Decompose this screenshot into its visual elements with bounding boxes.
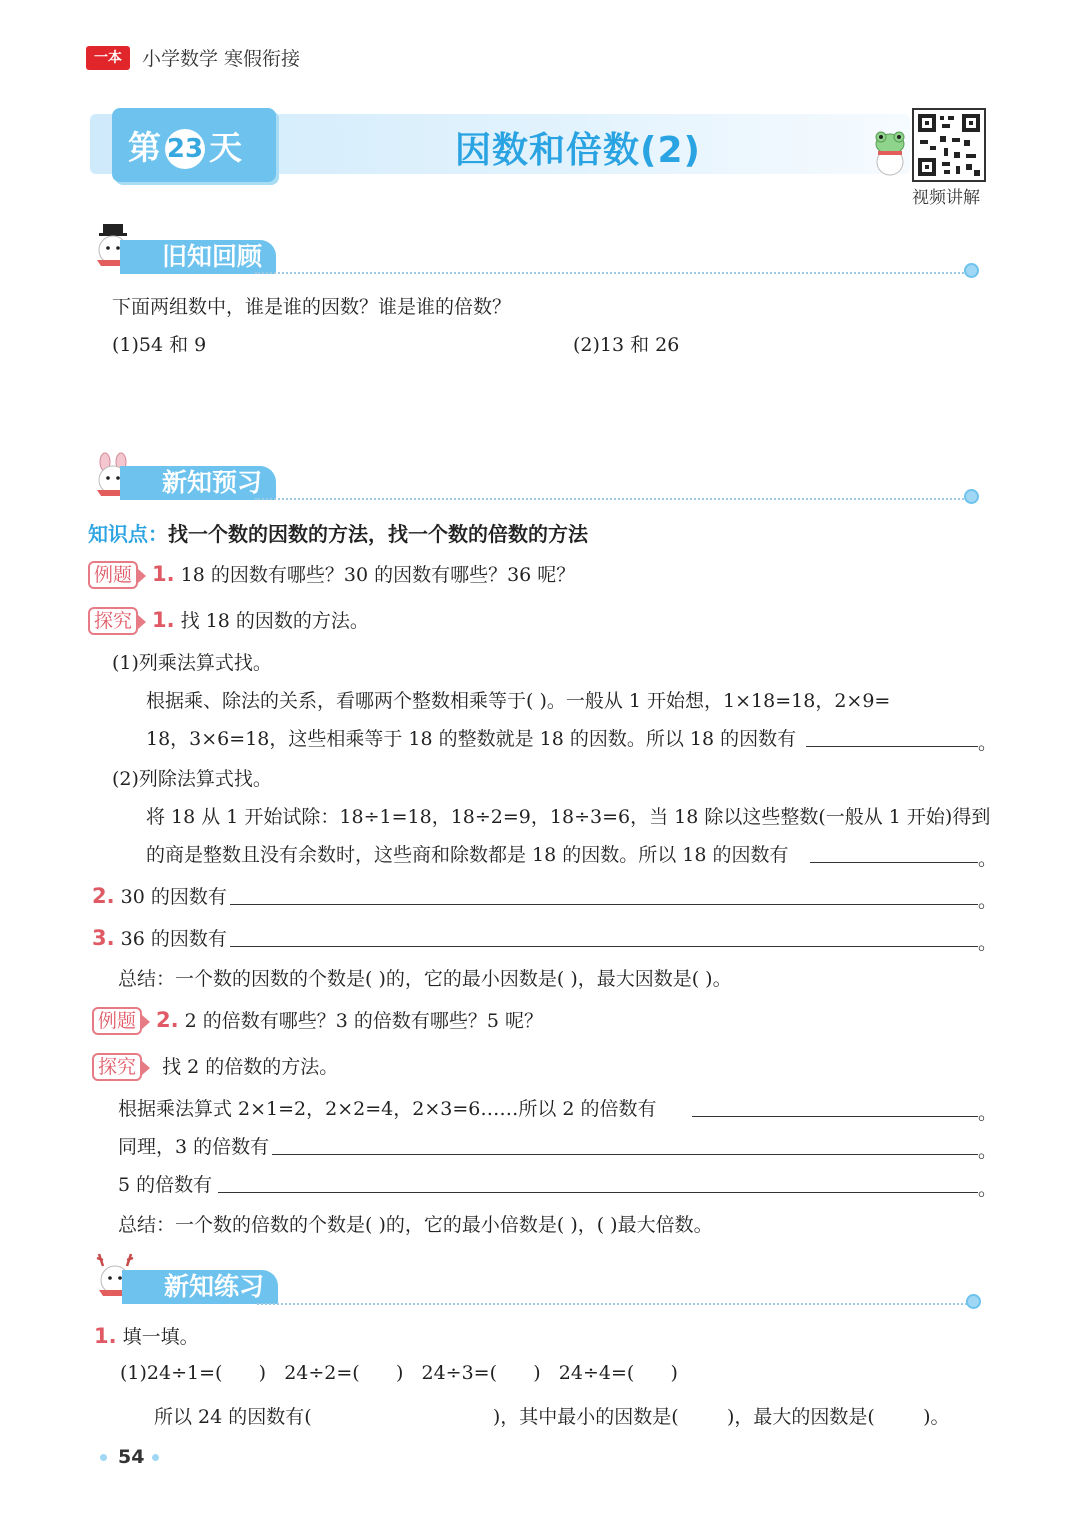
method-1-title: (1)列乘法算式找。: [112, 652, 272, 674]
period: 。: [978, 732, 998, 754]
book-title: 小学数学 寒假衔接: [142, 48, 301, 70]
example-1: [88, 560, 575, 589]
period: 。: [978, 1140, 998, 1162]
example-text: 18 的因数有哪些？30 的因数有哪些？36 呢？: [180, 564, 576, 586]
review-item-2: (2)13 和 26: [573, 334, 680, 356]
explore-2: [92, 1052, 338, 1081]
explore-text: 找 2 的倍数的方法。: [162, 1056, 339, 1078]
lesson-title: 因数和倍数(2): [455, 130, 701, 171]
question-text: 填一填。: [122, 1326, 199, 1348]
page-dot-icon: [152, 1454, 159, 1461]
question-text: 30 的因数有: [120, 886, 227, 908]
explore-badge: 探究: [88, 607, 138, 635]
summary-1: 总结：一个数的因数的个数是( )的，它的最小因数是( )，最大因数是( )。: [118, 968, 732, 990]
flower-dot-icon: [964, 263, 979, 278]
flower-dot-icon: [964, 489, 979, 504]
badge-arrow-icon: [142, 1015, 150, 1029]
period: 。: [978, 932, 998, 954]
summary-2: 总结：一个数的倍数的个数是( )的，它的最小倍数是( )，( )最大倍数。: [118, 1214, 713, 1236]
question-number: 2.: [92, 884, 115, 908]
question-number: 1.: [94, 1324, 117, 1348]
period: 。: [978, 1178, 998, 1200]
frog-mascot-icon: [868, 126, 912, 178]
answer-blank[interactable]: [810, 862, 978, 863]
badge-arrow-icon: [138, 569, 146, 583]
section-review-title: 旧知回顾: [120, 240, 276, 274]
section-divider: [257, 1303, 967, 1305]
section-divider: [255, 498, 967, 500]
explore-number: 1.: [152, 608, 175, 632]
day-prefix: 第: [128, 128, 161, 167]
example-number: 2.: [156, 1008, 179, 1032]
section-divider: [255, 272, 967, 274]
period: 。: [978, 848, 998, 870]
answer-blank[interactable]: [218, 1192, 978, 1193]
practice-question-1: [94, 1322, 199, 1349]
example-badge: 例题: [92, 1007, 142, 1035]
explore-1: [88, 606, 369, 635]
answer-blank[interactable]: [692, 1116, 978, 1117]
answer-blank[interactable]: [230, 904, 978, 905]
day-label: [128, 122, 242, 169]
multiple-line-2: 同理，3 的倍数有: [118, 1136, 270, 1158]
badge-arrow-icon: [142, 1061, 150, 1075]
review-question: 下面两组数中，谁是谁的因数？谁是谁的倍数？: [112, 296, 512, 318]
practice-row-2: 所以 24 的因数有( )，其中最小的因数是( )，最大的因数是( )。: [154, 1406, 950, 1428]
practice-row-1: (1)24÷1=( ) 24÷2=( ) 24÷3=( ) 24÷4=( ): [120, 1362, 678, 1384]
explore-badge: 探究: [92, 1053, 142, 1081]
brand-logo: 一本: [86, 46, 130, 70]
page-number: 54: [118, 1446, 145, 1468]
method-2-title: (2)列除法算式找。: [112, 768, 272, 790]
question-text: 36 的因数有: [120, 928, 227, 950]
method-2-line-2: 的商是整数且没有余数时，这些商和除数都是 18 的因数。所以 18 的因数有: [146, 844, 789, 866]
knowledge-point: [88, 518, 588, 547]
qr-code-icon[interactable]: [912, 108, 986, 182]
method-1-line-1: 根据乘、除法的关系，看哪两个整数相乘等于( )。一般从 1 开始想，1×18=18，2×9=: [146, 690, 891, 712]
period: 。: [978, 890, 998, 912]
period: 。: [978, 1102, 998, 1124]
multiple-line-3: 5 的倍数有: [118, 1174, 213, 1196]
answer-blank[interactable]: [272, 1154, 978, 1155]
question-2: [92, 882, 227, 909]
day-number: 23: [165, 129, 205, 169]
question-number: 3.: [92, 926, 115, 950]
knowledge-text: 找一个数的因数的方法，找一个数的倍数的方法: [168, 522, 588, 546]
day-suffix: 天: [209, 128, 242, 167]
question-3: [92, 924, 227, 951]
method-2-line-1: 将 18 从 1 开始试除：18÷1=18，18÷2=9，18÷3=6，当 18 除以这些整数(一般从 1 开始)得到: [146, 806, 991, 828]
multiple-line-1: 根据乘法算式 2×1=2，2×2=4，2×3=6……所以 2 的倍数有: [118, 1098, 657, 1120]
knowledge-label: 知识点：: [88, 522, 168, 546]
video-label: 视频讲解: [912, 188, 980, 208]
explore-text: 找 18 的因数的方法。: [180, 610, 369, 632]
review-item-1: (1)54 和 9: [112, 334, 207, 356]
answer-blank[interactable]: [230, 946, 978, 947]
section-preview-title: 新知预习: [120, 466, 276, 500]
example-badge: 例题: [88, 561, 138, 589]
example-text: 2 的倍数有哪些？3 的倍数有哪些？5 呢？: [184, 1010, 544, 1032]
example-number: 1.: [152, 562, 175, 586]
flower-dot-icon: [966, 1294, 981, 1309]
answer-blank[interactable]: [806, 746, 978, 747]
page-dot-icon: [100, 1454, 107, 1461]
section-practice-title: 新知练习: [122, 1270, 278, 1304]
example-2: [92, 1006, 543, 1035]
badge-arrow-icon: [138, 615, 146, 629]
method-1-line-2: 18，3×6=18，这些相乘等于 18 的整数就是 18 的因数。所以 18 的因数有: [146, 728, 797, 750]
